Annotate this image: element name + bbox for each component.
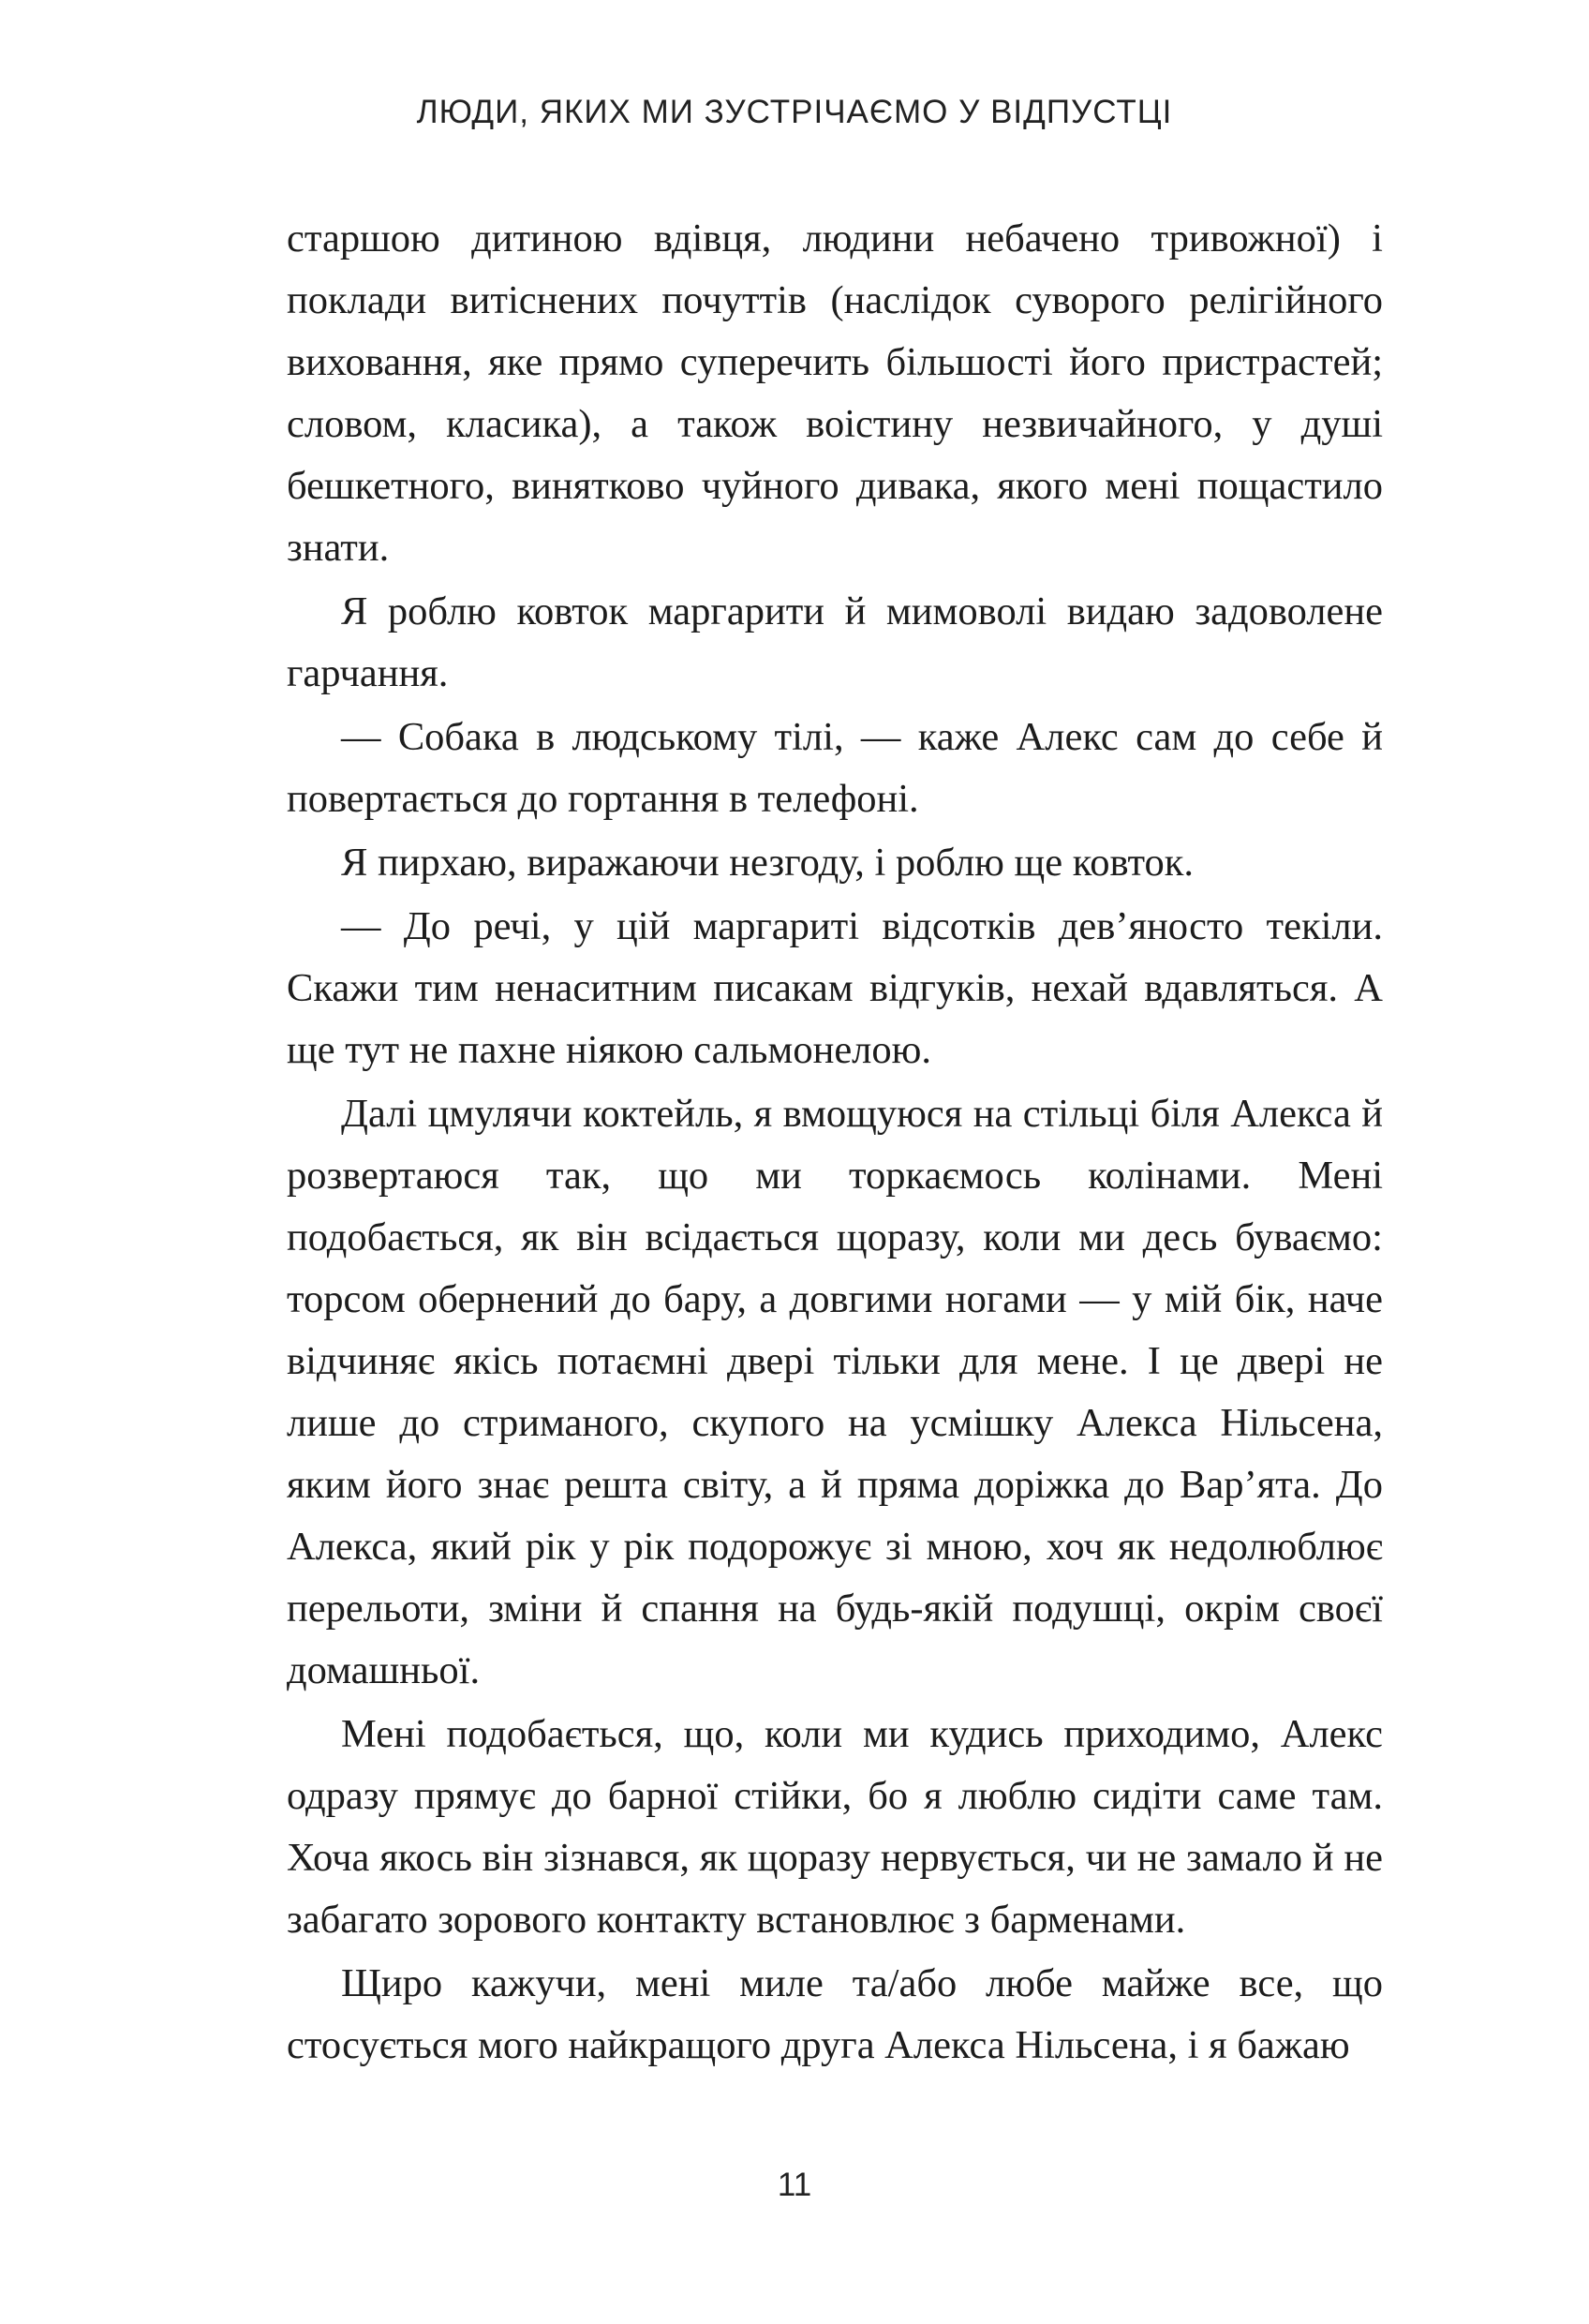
running-head: ЛЮДИ, ЯКИХ МИ ЗУСТРІЧАЄМО У ВІДПУСТЦІ [416, 94, 1173, 130]
paragraph-continued: старшою дитиною вдівця, людини небачено тривожної) і поклади витіснених почуттів (наслідок суворого релігійного виховання, яке прямо суперечить більшості його пристрастей; словом, класика), а також воістину незвичайного, у душі бешкетного, винятково чуйного дивака, якого мені пощастило знати. [287, 216, 1383, 570]
paragraph-dialogue: — Собака в людському тілі, — каже Алекс сам до себе й повертається до гортання в телефоні. [287, 715, 1383, 821]
paragraph: Я роблю ковток маргарити й мимоволі видаю задоволене гарчання. [287, 589, 1383, 695]
paragraph-dialogue: — До речі, у цій маргариті відсотків дев’яносто текіли. Скажи тим ненаситним писакам відгуків, нехай вдавляться. А ще тут не пахне ніякою сальмонелою. [287, 904, 1383, 1072]
paragraph: Мені подобається, що, коли ми кудись приходимо, Алекс одразу прямує до барної стійки, бо я люблю сидіти саме там. Хоча якось він зізнався, як щоразу нервується, чи не замало й не забагато зорового контакту встановлює з барменами. [287, 1712, 1383, 1942]
paragraph: Я пирхаю, виражаючи незгоду, і роблю ще ковток. [341, 841, 1195, 885]
paragraph: Щиро кажучи, мені миле та/або любе майже все, що стосується мого найкращого друга Алекса Нільсена, і я бажаю [287, 1961, 1383, 2067]
page-number: 11 [777, 2167, 812, 2203]
body-text [287, 208, 1383, 2078]
paragraph: Далі цмулячи коктейль, я вмощуюся на стільці біля Алекса й розвертаюся так, що ми торкаємось колінами. Мені подобається, як він всідається щоразу, коли ми десь буваємо: торсом обернений до бару, а довгими ногами — у мій бік, наче відчиняє якісь потаємні двері тільки для мене. І це двері не лише до стриманого, скупого на усмішку Алекса Нільсена, яким його знає решта світу, а й пряма доріжка до Вар’ята. До Алекса, який рік у рік подорожує зі мною, хоч як недолюблює перельоти, зміни й спання на будь-якій подушці, окрім своєї домашньої. [287, 1092, 1383, 1692]
